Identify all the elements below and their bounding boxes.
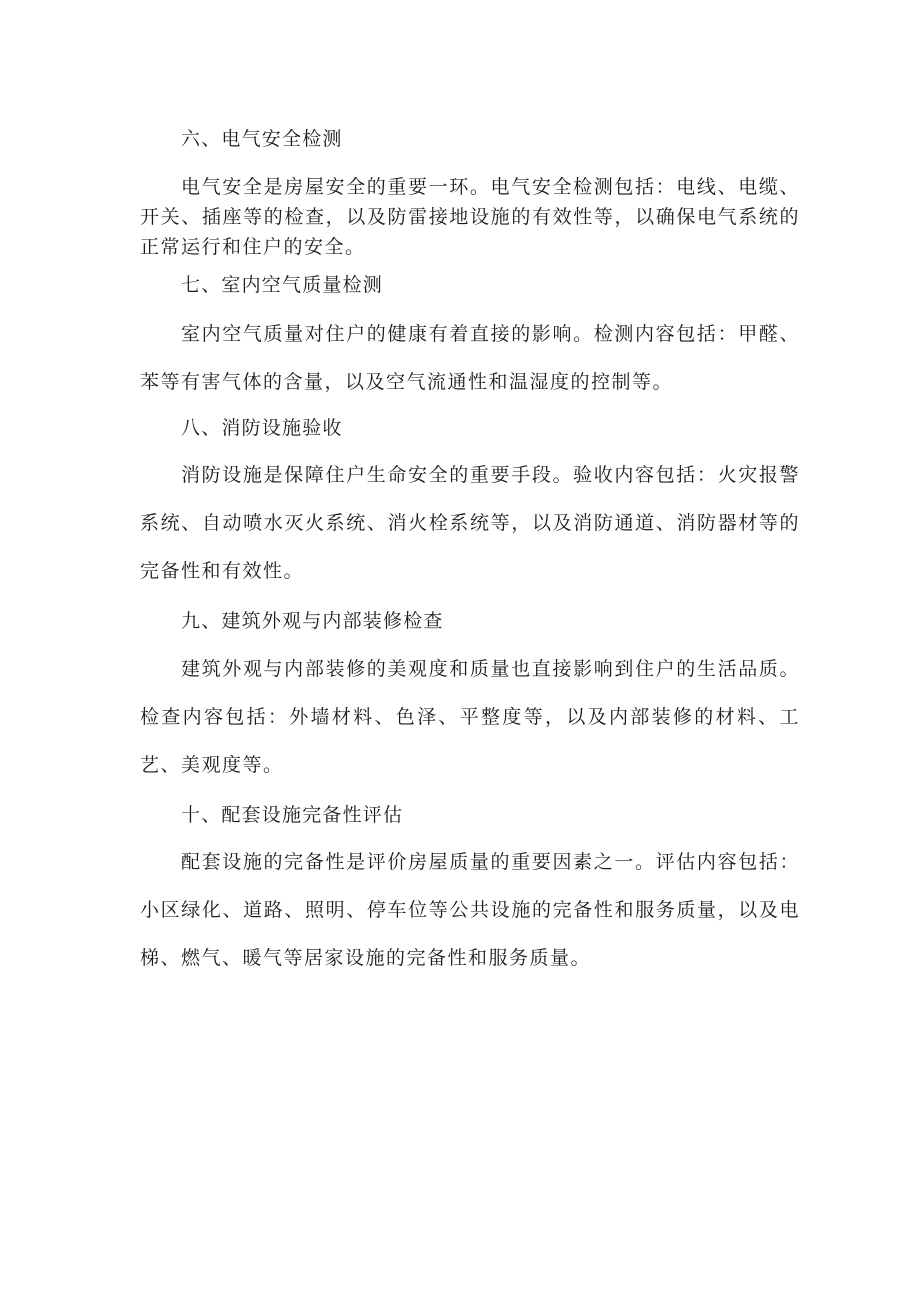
section-body-fire-safety: 消防设施是保障住户生命安全的重要手段。验收内容包括：火灾报警系统、自动喷水灭火系统、消火栓系统等，以及消防通道、消防器材等的完备性和有效性。	[140, 464, 800, 582]
section-heading-electrical: 六、电气安全检测	[181, 128, 343, 150]
section-body-facilities: 配套设施的完备性是评价房屋质量的重要因素之一。评估内容包括：小区绿化、道路、照明、停车位等公共设施的完备性和服务质量，以及电梯、燃气、暖气等居家设施的完备性和服务质量。	[140, 851, 800, 969]
section-heading-appearance: 九、建筑外观与内部装修检查	[181, 610, 444, 632]
section-body-air-quality: 室内空气质量对住户的健康有着直接的影响。检测内容包括：甲醛、苯等有害气体的含量，以及空气流通性和温湿度的控制等。	[140, 323, 800, 393]
section-body-appearance: 建筑外观与内部装修的美观度和质量也直接影响到住户的生活品质。检查内容包括：外墙材料、色泽、平整度等，以及内部装修的材料、工艺、美观度等。	[140, 658, 800, 776]
section-body-electrical: 电气安全是房屋安全的重要一环。电气安全检测包括：电线、电缆、开关、插座等的检查，以及防雷接地设施的有效性等，以确保电气系统的正常运行和住户的安全。	[140, 176, 800, 258]
section-heading-fire-safety: 八、消防设施验收	[181, 417, 343, 439]
section-heading-air-quality: 七、室内空气质量检测	[181, 274, 384, 296]
section-heading-facilities: 十、配套设施完备性评估	[181, 804, 404, 826]
